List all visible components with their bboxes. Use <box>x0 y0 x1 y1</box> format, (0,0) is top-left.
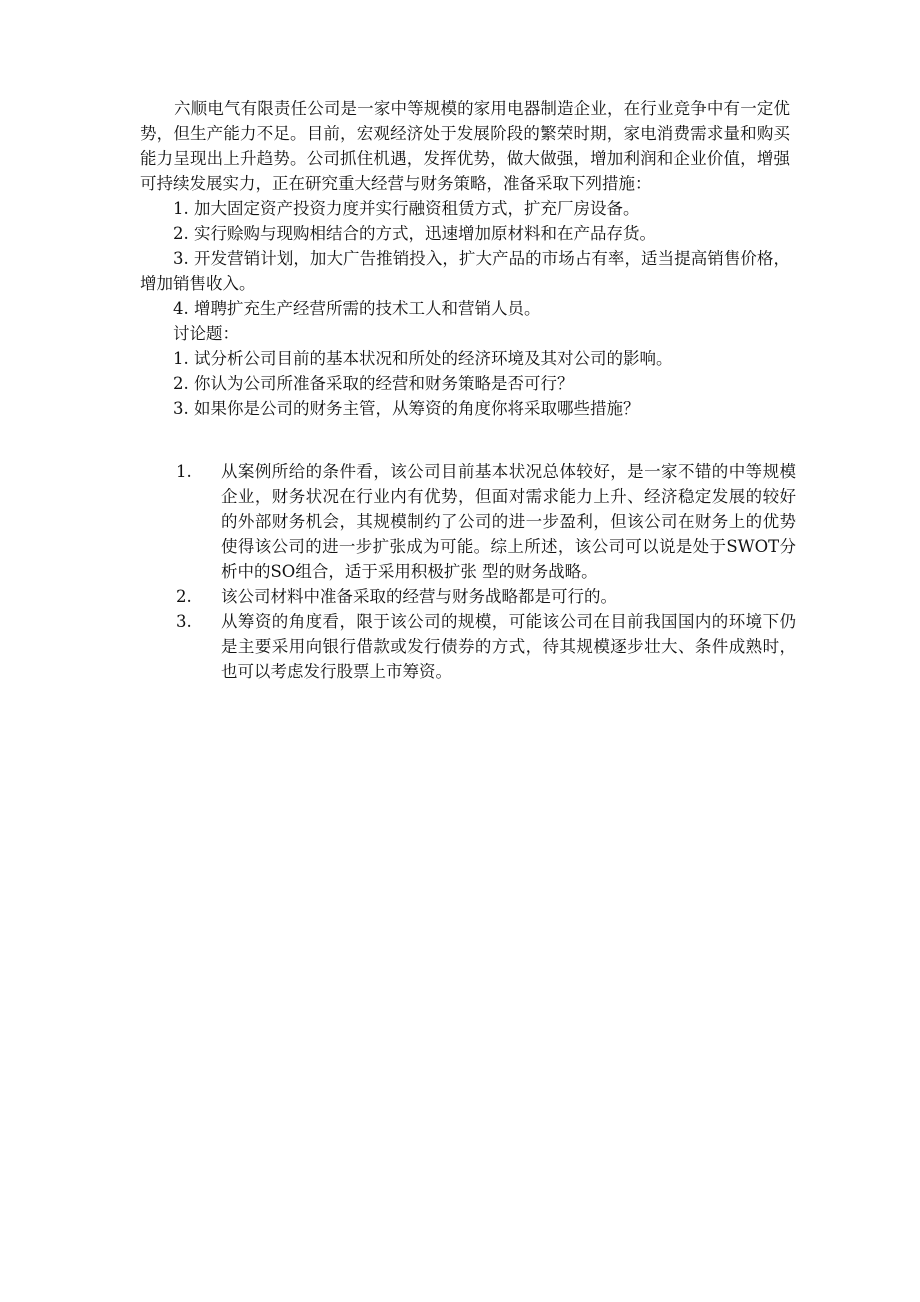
question-item-2: 2. 你认为公司所准备采取的经营和财务策略是否可行？ <box>173 374 574 393</box>
answers-list <box>176 459 796 684</box>
answer-number: 1. <box>176 462 192 481</box>
question-item-1: 1. 试分析公司目前的基本状况和所处的经济环境及其对公司的影响。 <box>173 349 673 368</box>
answer-item-2 <box>176 584 796 609</box>
discussion-title: 讨论题： <box>173 324 239 343</box>
answer-text: 从案例所给的条件看，该公司目前基本状况总体较好，是一家不错的中等规模企业，财务状况在行业内有优势，但面对需求能力上升、经济稳定发展的较好的外部财务机会，其规模制约了公司的进一步盈利，但该公司在财务上的优势使得该公司的进一步扩张成为可能。综上所述，该公司可以说是处于SWOT分析中的SO组合，适于采用积极扩张 型的财务战略。 <box>221 462 796 581</box>
answer-text: 该公司材料中准备采取的经营与财务战略都是可行的。 <box>221 587 617 606</box>
answer-text: 从筹资的角度看，限于该公司的规模，可能该公司在目前我国国内的环境下仍是主要采用向银行借款或发行债券的方式，待其规模逐步壮大、条件成熟时，也可以考虑发行股票上市筹资。 <box>221 612 796 681</box>
answer-item-1 <box>176 459 796 584</box>
question-item-3: 3. 如果你是公司的财务主管，从筹资的角度你将采取哪些措施？ <box>173 399 640 418</box>
answer-number: 2. <box>176 587 192 606</box>
answer-item-3 <box>176 609 796 684</box>
answer-number: 3. <box>176 612 192 631</box>
measure-item-1: 1. 加大固定资产投资力度并实行融资租赁方式，扩充厂房设备。 <box>173 199 640 218</box>
case-section <box>140 96 790 421</box>
measure-item-2: 2. 实行赊购与现购相结合的方式，迅速增加原材料和在产品存货。 <box>173 224 656 243</box>
measure-item-4: 4. 增聘扩充生产经营所需的技术工人和营销人员。 <box>173 299 541 318</box>
measure-item-3: 3. 开发营销计划，加大广告推销投入，扩大产品的市场占有率，适当提高销售价格，增加销售收入。 <box>140 249 790 293</box>
case-intro-paragraph: 六顺电气有限责任公司是一家中等规模的家用电器制造企业，在行业竞争中有一定优势，但生产能力不足。目前，宏观经济处于发展阶段的繁荣时期，家电消费需求量和购买能力呈现出上升趋势。公司抓住机遇，发挥优势，做大做强，增加利润和企业价值，增强可持续发展实力，正在研究重大经营与财务策略，准备采取下列措施： <box>140 99 790 193</box>
